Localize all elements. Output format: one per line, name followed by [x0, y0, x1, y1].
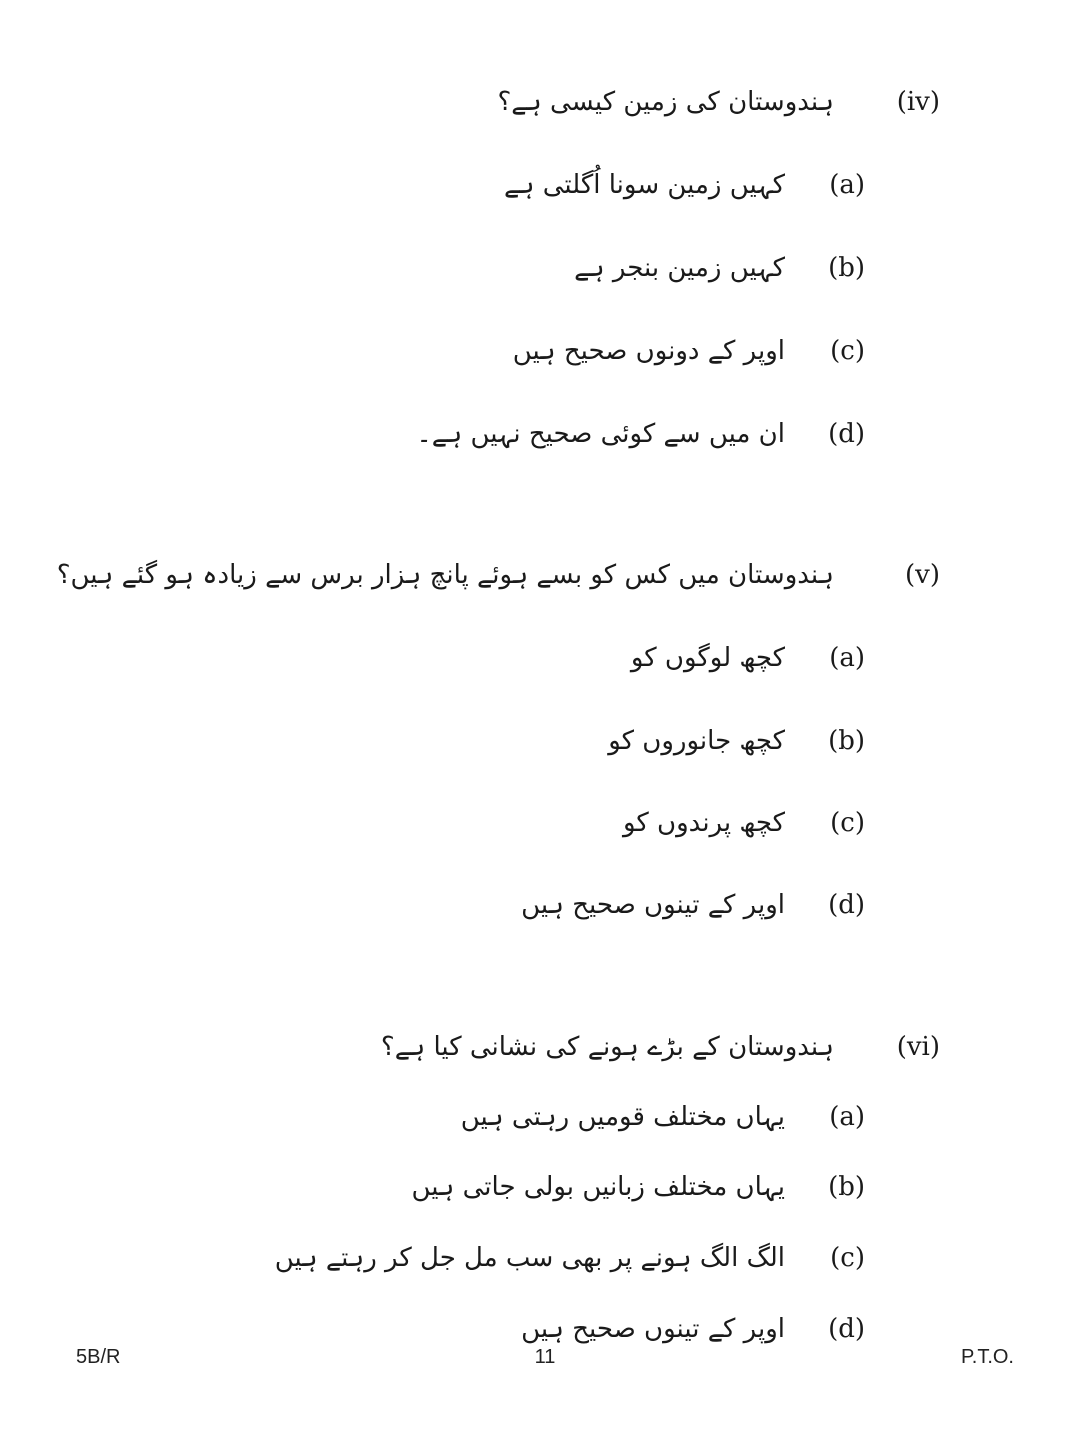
question-text: ہندوستان میں کس کو بسے ہوئے پانچ ہزار برس سے زیادہ ہو گئے ہیں؟	[56, 560, 834, 590]
option-iv-d	[416, 412, 865, 456]
question-number: (vi)	[896, 1032, 940, 1062]
question-iv	[497, 80, 940, 124]
question-text: ہندوستان کے بڑے ہونے کی نشانی کیا ہے؟	[380, 1032, 834, 1062]
option-text: اوپر کے تینوں صحیح ہیں	[521, 890, 785, 920]
option-vi-d	[521, 1307, 865, 1351]
option-iv-c	[513, 329, 865, 373]
question-v	[57, 553, 940, 597]
option-text: اوپر کے تینوں صحیح ہیں	[521, 1314, 785, 1344]
option-v-d	[521, 883, 865, 927]
option-text: کچھ جانوروں کو	[608, 726, 785, 756]
option-text: الگ الگ ہونے پر بھی سب مل جل کر رہتے ہیں	[274, 1243, 785, 1273]
option-letter: (b)	[828, 1172, 865, 1202]
option-v-c	[623, 801, 865, 845]
page-number: 11	[534, 1346, 556, 1368]
option-v-b	[608, 719, 865, 763]
option-letter: (c)	[830, 336, 865, 366]
option-letter: (d)	[828, 419, 865, 449]
option-text: کہیں زمین بنجر ہے	[574, 253, 785, 283]
question-number: (v)	[905, 560, 940, 590]
option-text: اوپر کے دونوں صحیح ہیں	[512, 336, 785, 366]
option-letter: (a)	[829, 643, 865, 673]
option-text: کچھ لوگوں کو	[630, 643, 785, 673]
option-vi-b	[411, 1165, 865, 1209]
option-letter: (d)	[828, 1314, 865, 1344]
paper-code: 5B/R	[76, 1346, 121, 1368]
option-letter: (c)	[830, 1243, 865, 1273]
question-vi	[381, 1025, 940, 1069]
option-iv-b	[574, 246, 865, 290]
option-text: کہیں زمین سونا اُگلتی ہے	[504, 170, 785, 200]
option-vi-c	[275, 1236, 865, 1280]
option-text: کچھ پرندوں کو	[622, 808, 785, 838]
option-letter: (a)	[829, 1102, 865, 1132]
option-letter: (d)	[828, 890, 865, 920]
option-text: یہاں مختلف زبانیں بولی جاتی ہیں	[411, 1172, 785, 1202]
option-text: یہاں مختلف قومیں رہتی ہیں	[460, 1102, 785, 1132]
option-letter: (c)	[830, 808, 865, 838]
option-letter: (a)	[829, 170, 865, 200]
option-text: ان میں سے کوئی صحیح نہیں ہے۔	[416, 419, 785, 449]
option-iv-a	[504, 163, 865, 207]
option-letter: (b)	[828, 726, 865, 756]
pto-label: P.T.O.	[961, 1346, 1014, 1368]
question-number: (iv)	[896, 87, 940, 117]
question-text: ہندوستان کی زمین کیسی ہے؟	[497, 87, 834, 117]
option-vi-a	[461, 1095, 865, 1139]
option-letter: (b)	[828, 253, 865, 283]
option-v-a	[631, 636, 865, 680]
